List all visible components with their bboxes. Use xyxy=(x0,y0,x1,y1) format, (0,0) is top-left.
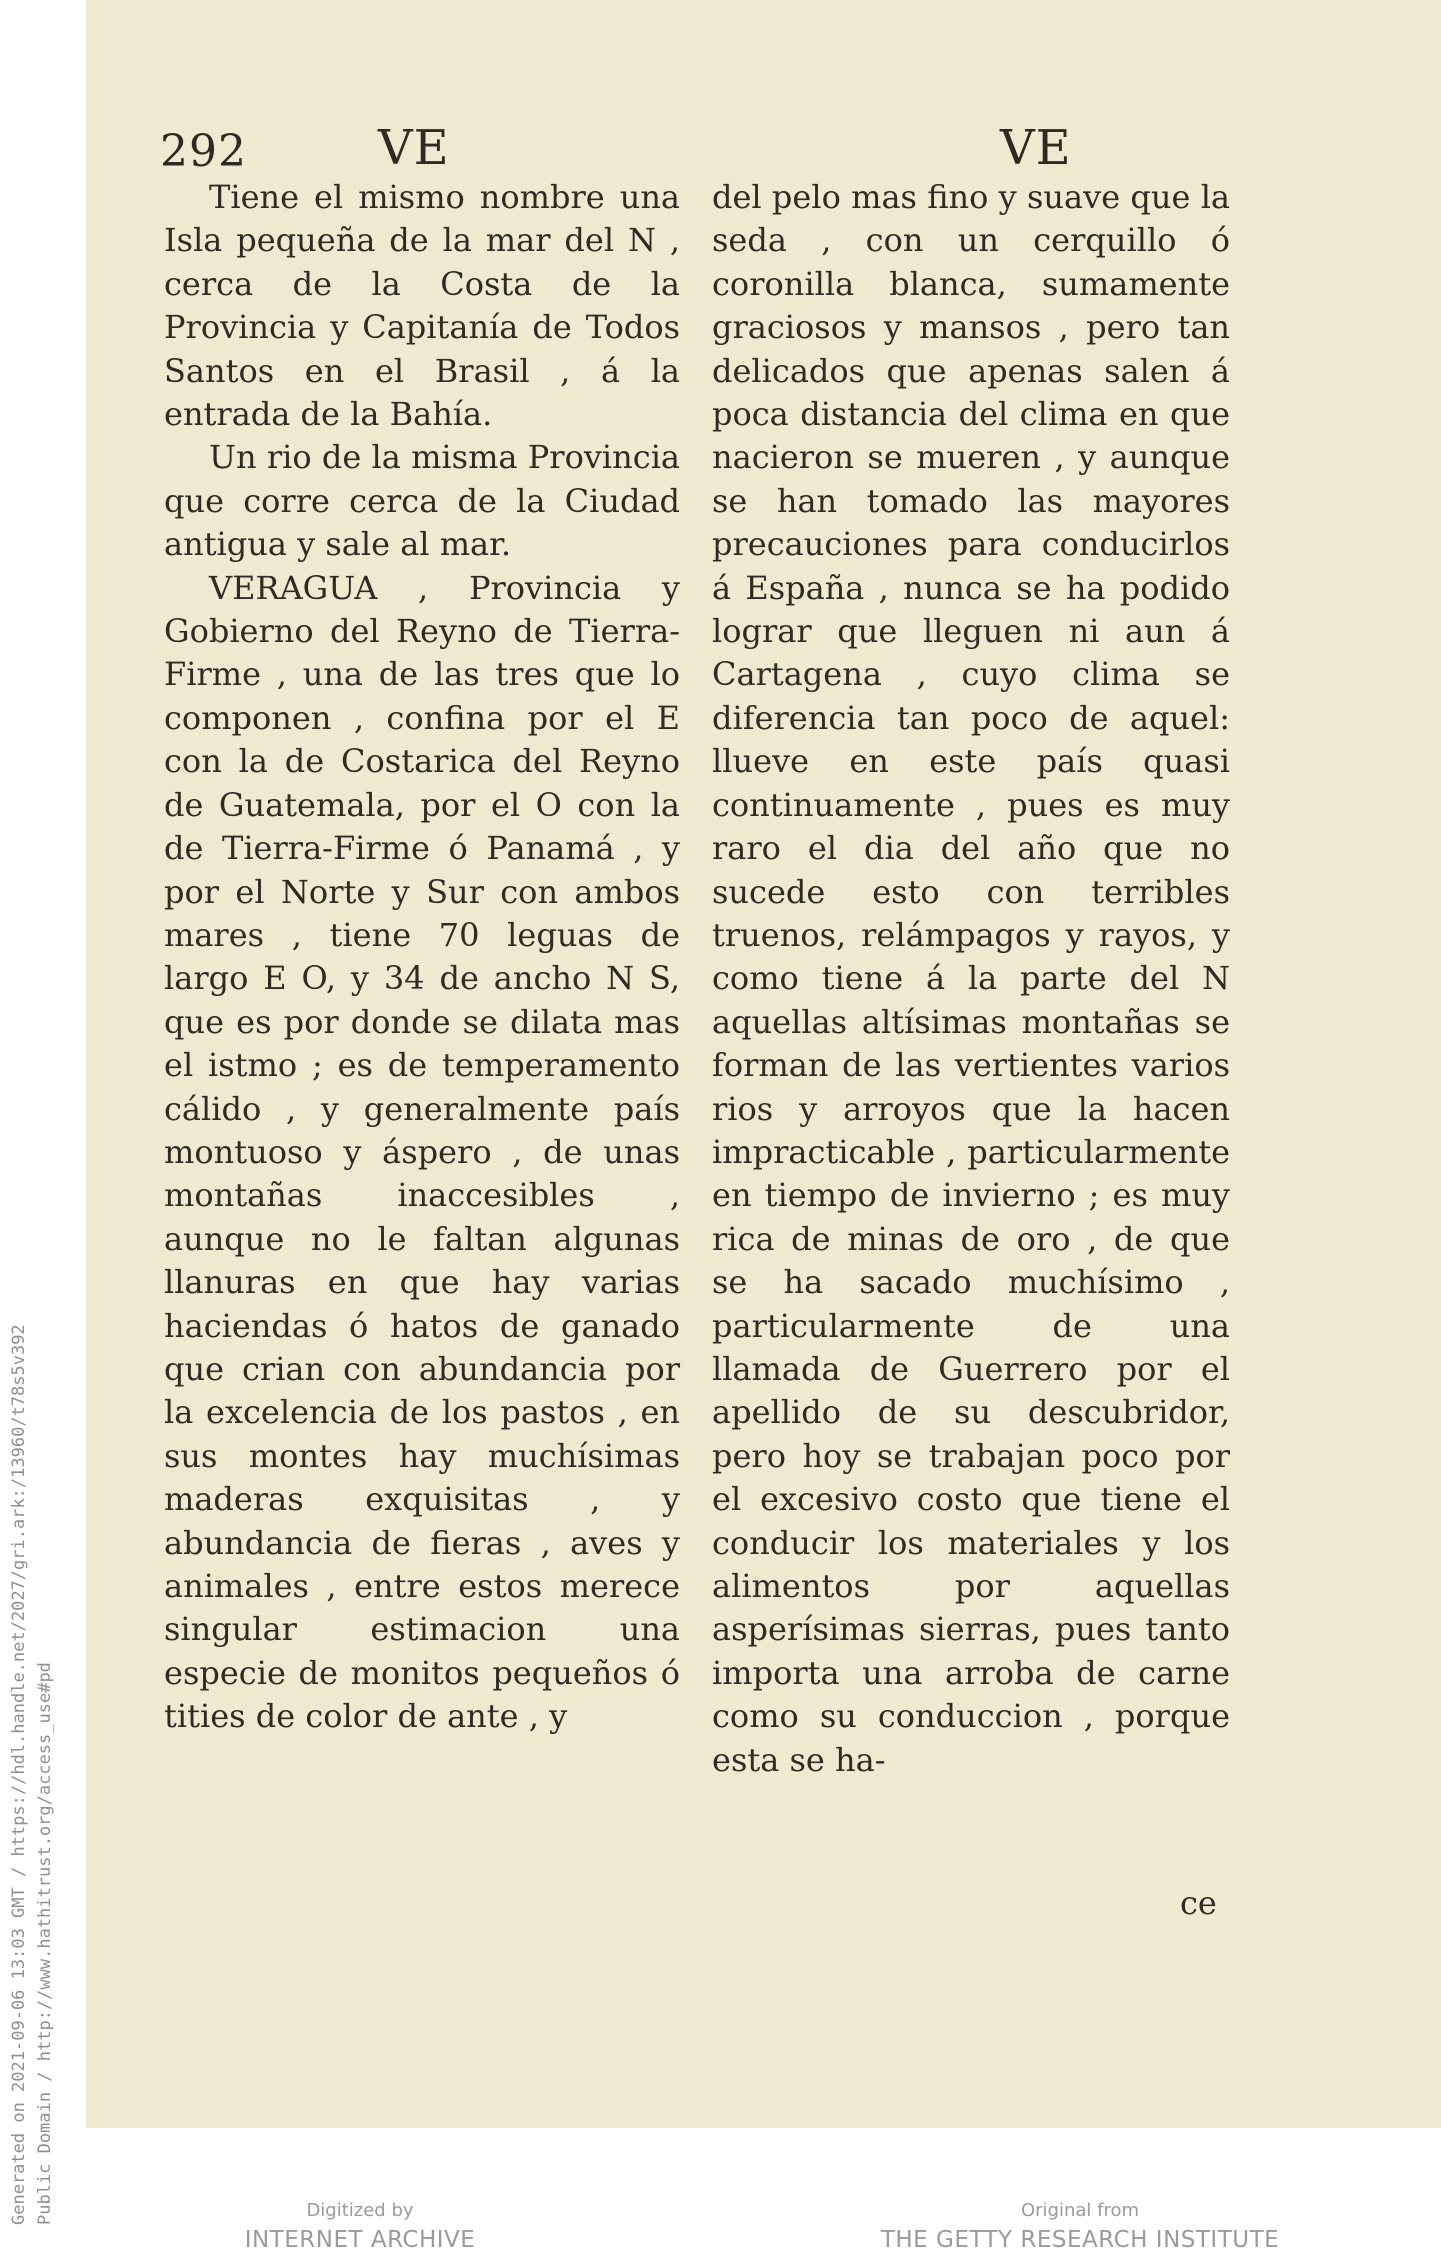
watermark-line-1: Generated on 2021-09-06 13:03 GMT / https://hdl.handle.net/2027/gri.ark:/13960/t78s5v392 xyxy=(9,1324,29,2225)
left-margin xyxy=(0,0,86,2255)
paragraph-rio: Un rio de la misma Provincia que corre cerca de la Ciudad antigua y sale al mar. xyxy=(164,438,680,564)
page-number: 292 xyxy=(160,126,247,177)
entry-heading: VERAGUA xyxy=(209,568,378,607)
catchword: ce xyxy=(1180,1884,1217,1922)
footer-digitized-label: Digitized by xyxy=(306,2200,414,2221)
paragraph-veragua xyxy=(164,567,680,1739)
footer-digitizer-name: INTERNET ARCHIVE xyxy=(244,2227,476,2253)
running-head-left: VE xyxy=(378,120,450,176)
paragraph-continuation: del pelo mas fino y suave que la seda , con un cerquillo ó coronilla blanca, sumamente graciosos y mansos , pero tan delicados que apenas salen á poca distancia del clima en que nacieron se mueren , y aunque se han tomado las mayores precauciones para conducirlos á España , nunca se ha podido lograr que lleguen ni aun á Cartagena , cuyo clima se diferencia tan poco de aquel: llueve en este país quasi continuamente , pues es muy raro el dia del año que no sucede esto con terribles truenos, relámpagos y rayos, y como tiene á la parte del N aquellas altísimas montañas se forman de las vertientes varios rios y arroyos que la hacen impracticable , particularmente en tiempo de invierno ; es muy rica de minas de oro , de que se ha sacado muchísimo , particularmente de una llamada de Guerrero por el apellido de su descubridor, pero hoy se trabajan poco por el excesivo costo que tiene el conducir los materiales y los alimentos por aquellas asperísimas sierras, pues tanto importa una arroba de carne como su conduccion , porque esta se ha- xyxy=(712,178,1230,1779)
footer-original xyxy=(860,2198,1300,2256)
watermark xyxy=(6,25,58,2225)
footer-original-label: Original from xyxy=(1020,2200,1140,2221)
footer-digitized xyxy=(230,2198,490,2256)
right-text-column xyxy=(712,176,1230,1782)
footer-original-source: THE GETTY RESEARCH INSTITUTE xyxy=(880,2227,1280,2253)
paragraph-isla: Tiene el mismo nombre una Isla pequeña de la mar del N , cerca de la Costa de la Provincia y Capitanía de Todos Santos en el Brasil , á la entrada de la Bahía. xyxy=(164,178,680,434)
entry-body: , Provincia y Gobierno del Reyno de Tierra-Firme , una de las tres que lo componen , confina por el E con la de Costarica del Reyno de Guatemala, por el O con la de Tierra-Firme ó Panamá , y por el Norte y Sur con ambos mares , tiene 70 leguas de largo E O, y 34 de ancho N S, que es por donde se dilata mas el istmo ; es de temperamento cálido , y generalmente país montuoso y áspero , de unas montañas inaccesibles , aunque no le faltan algunas llanuras en que hay varias haciendas ó hatos de ganado que crian con abundancia por la excelencia de los pastos , en sus montes hay muchísimas maderas exquisitas , y abundancia de fieras , aves y animales , entre estos merece singular estimacion una especie de monitos pequeños ó tities de color de ante , y xyxy=(164,568,680,1736)
running-head-right: VE xyxy=(1000,120,1072,176)
left-text-column xyxy=(164,176,680,1739)
watermark-line-2: Public Domain / http://www.hathitrust.org/access_use#pd xyxy=(35,1662,55,2225)
